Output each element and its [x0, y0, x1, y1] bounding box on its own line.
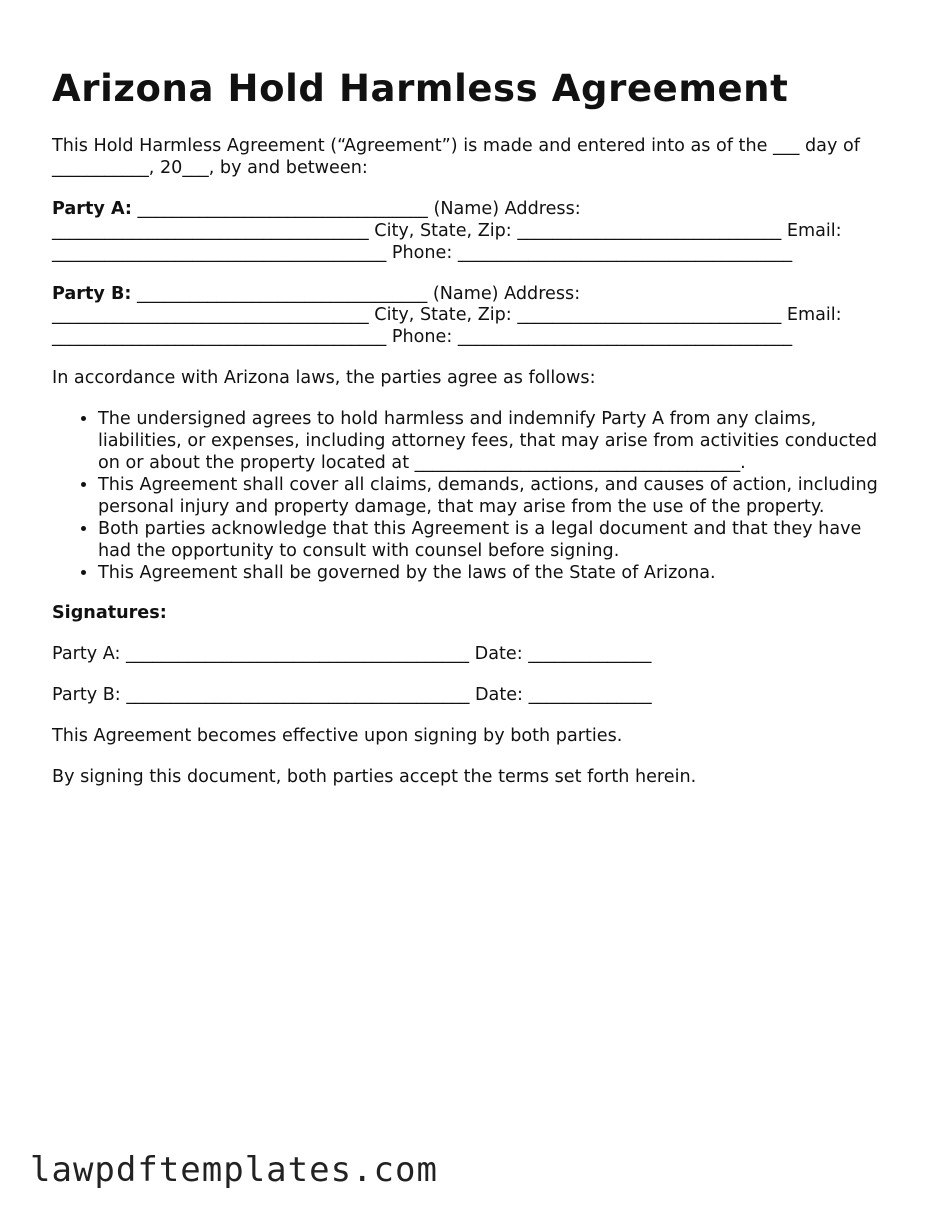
- party-a-label: Party A:: [52, 198, 132, 219]
- term-item: • Both parties acknowledge that this Agreement is a legal document and that they have had the opportunity to consult with counsel before signing.: [98, 519, 888, 563]
- party-b-block: [52, 284, 888, 350]
- party-b-label: Party B:: [52, 283, 132, 304]
- document-page: [52, 64, 888, 789]
- party-b-fields: _________________________________ (Name) Address: ____________________________________ City, State, Zip: ______________________________ Email: ______________________________________ Phone: ______________________________________: [52, 283, 842, 348]
- party-a-block: [52, 199, 888, 265]
- term-item: • This Agreement shall cover all claims, demands, actions, and causes of action, including personal injury and property damage, that may arise from the use of the property.: [98, 475, 888, 519]
- signatures-heading: Signatures:: [52, 603, 167, 624]
- effective-statement: This Agreement becomes effective upon signing by both parties.: [52, 726, 623, 747]
- terms-list: [52, 409, 888, 584]
- document-title: Arizona Hold Harmless Agreement: [52, 67, 789, 110]
- agreement-intro: In accordance with Arizona laws, the parties agree as follows:: [52, 368, 596, 389]
- watermark-logo: lawpdftemplates.com: [30, 1150, 438, 1190]
- party-b-signature-line: Party B: _______________________________________ Date: ______________: [52, 685, 652, 706]
- intro-paragraph: This Hold Harmless Agreement (“Agreement”) is made and entered into as of the ___ day of ___________, 20___, by and between:: [52, 136, 860, 178]
- term-item: • This Agreement shall be governed by the laws of the State of Arizona.: [98, 563, 888, 585]
- party-a-fields: _________________________________ (Name) Address: ____________________________________ City, State, Zip: ______________________________ Email: ______________________________________ Phone: ______________________________________: [52, 198, 842, 263]
- acceptance-statement: By signing this document, both parties accept the terms set forth herein.: [52, 767, 697, 788]
- term-item: • The undersigned agrees to hold harmless and indemnify Party A from any claims, liabilities, or expenses, including attorney fees, that may arise from activities conducted on or about the property located at _____________________________________.: [98, 409, 888, 475]
- party-a-signature-line: Party A: _______________________________________ Date: ______________: [52, 644, 652, 665]
